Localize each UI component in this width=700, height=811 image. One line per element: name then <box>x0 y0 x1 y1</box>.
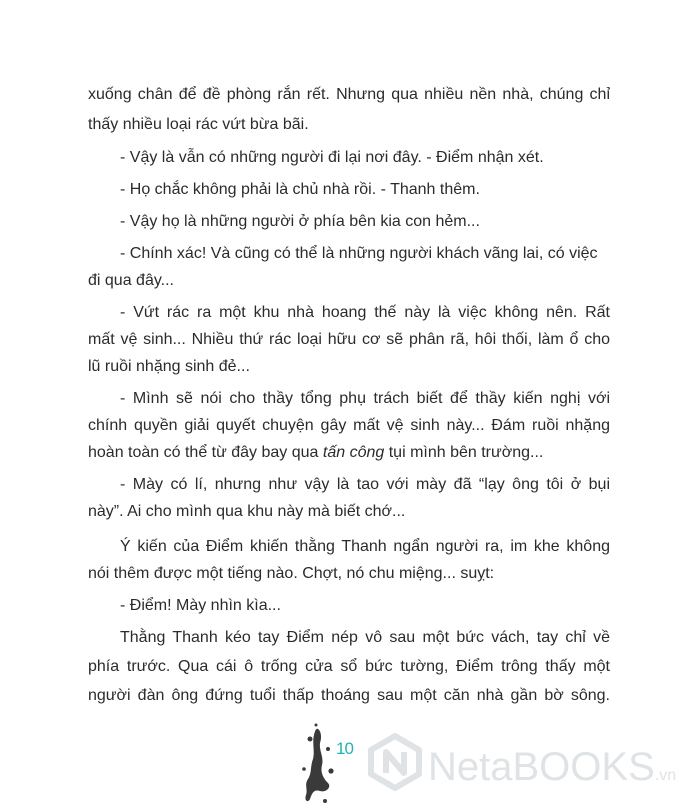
text-line: phía trước. Qua cái ô trống cửa sổ bức tường, Điểm trông thấy một <box>88 658 610 675</box>
text-line: lũ ruồi nhặng sinh đẻ... <box>88 358 250 375</box>
text-line: - Mình sẽ nói cho thầy tổng phụ trách biết để thầy kiến nghị với <box>120 390 610 407</box>
ink-splatter-icon <box>298 721 338 811</box>
watermark-suffix: .vn <box>654 767 677 784</box>
text-line: - Vậy là vẫn có những người đi lại nơi đây. - Điểm nhận xét. <box>120 149 544 166</box>
text-line: nói thêm được một tiếng nào. Chợt, nó chu miệng... suỵt: <box>88 565 495 582</box>
text-line: - Vứt rác ra một khu nhà hoang thế này là việc không nên. Rất <box>120 304 610 321</box>
text-line: người đàn ông đứng tuổi thấp thoáng sau một căn nhà gần bờ sông. <box>88 687 610 704</box>
text-line: Thằng Thanh kéo tay Điểm nép vô sau một bức vách, tay chỉ về <box>120 629 610 646</box>
text-line: - Chính xác! Và cũng có thể là những người khách vãng lai, có việc <box>120 245 598 262</box>
text-line: xuống chân để đề phòng rắn rết. Nhưng qua nhiều nền nhà, chúng chỉ <box>88 86 610 103</box>
text-line: Ý kiến của Điểm khiến thằng Thanh ngẩn người ra, im khe không <box>120 538 610 555</box>
watermark-text <box>428 743 676 800</box>
text-line: - Điểm! Mày nhìn kìa... <box>120 597 281 614</box>
text-line: chính quyền giải quyết chuyện gây mất vệ sinh này... Đám ruồi nhặng <box>88 417 610 434</box>
emphasized-text: tấn công <box>322 444 385 461</box>
text-line-emphasis <box>88 441 543 465</box>
watermark-brand: NetaBOOKS <box>428 745 655 789</box>
text-line: này”. Ai cho mình qua khu này mà biết chớ... <box>88 503 406 520</box>
netabooks-logo-icon <box>366 733 424 791</box>
text-line: - Mày có lí, nhưng như vậy là tao với mày đã “lạy ông tôi ở bụi <box>120 476 610 493</box>
text-line: thấy nhiều loại rác vứt bừa bãi. <box>88 116 309 133</box>
text-line: đi qua đây... <box>88 272 174 289</box>
text-line: mất vệ sinh... Nhiều thứ rác loại hữu cơ sẽ phân rã, hôi thối, làm ổ cho <box>88 331 610 348</box>
text-line: - Họ chắc không phải là chủ nhà rồi. - Thanh thêm. <box>120 181 480 198</box>
text-line: - Vậy họ là những người ở phía bên kia con hẻm... <box>120 213 480 230</box>
text-span: tụi mình bên trường... <box>384 444 544 461</box>
page-footer <box>0 705 700 810</box>
text-span: hoàn toàn có thể từ đây bay qua <box>88 444 323 461</box>
page-number: 10 <box>336 739 353 758</box>
